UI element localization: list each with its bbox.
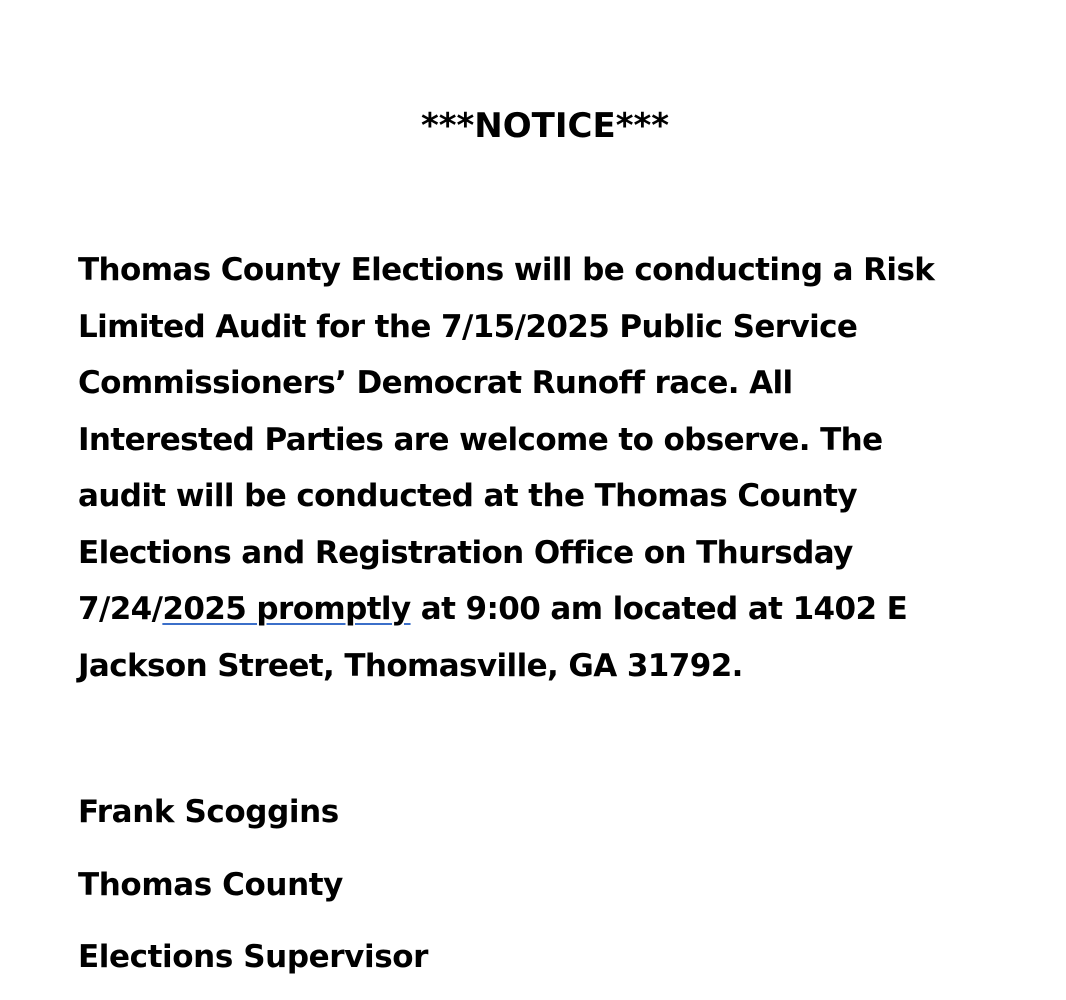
body-line-7 [78,581,1038,638]
signature-county: Thomas County [78,867,343,903]
body-line-4: Interested Parties are welcome to observe. The [78,421,883,458]
body-line-3: Commissioners’ Democrat Runoff race. All [78,365,793,401]
body-line-8: Jackson Street, Thomasville, GA 31792. [78,647,743,684]
body-line-1: Thomas County Elections will be conducting a Risk [78,252,935,288]
notice-body [78,242,1038,694]
body-line-6: Elections and Registration Office on Thursday [78,534,853,571]
body-line-7-suffix: at 9:00 am located at 1402 E [410,591,908,627]
signature-title: Elections Supervisor [78,939,429,975]
notice-title: ***NOTICE*** [420,106,670,146]
body-line-5: audit will be conducted at the Thomas County [78,478,857,514]
signature-name: Frank Scoggins [78,794,339,830]
body-line-2: Limited Audit for the 7/15/2025 Public Service [78,308,858,345]
spellcheck-flagged-text[interactable]: 2025 promptly [162,591,411,627]
body-line-7-prefix: 7/24/ [78,591,163,627]
